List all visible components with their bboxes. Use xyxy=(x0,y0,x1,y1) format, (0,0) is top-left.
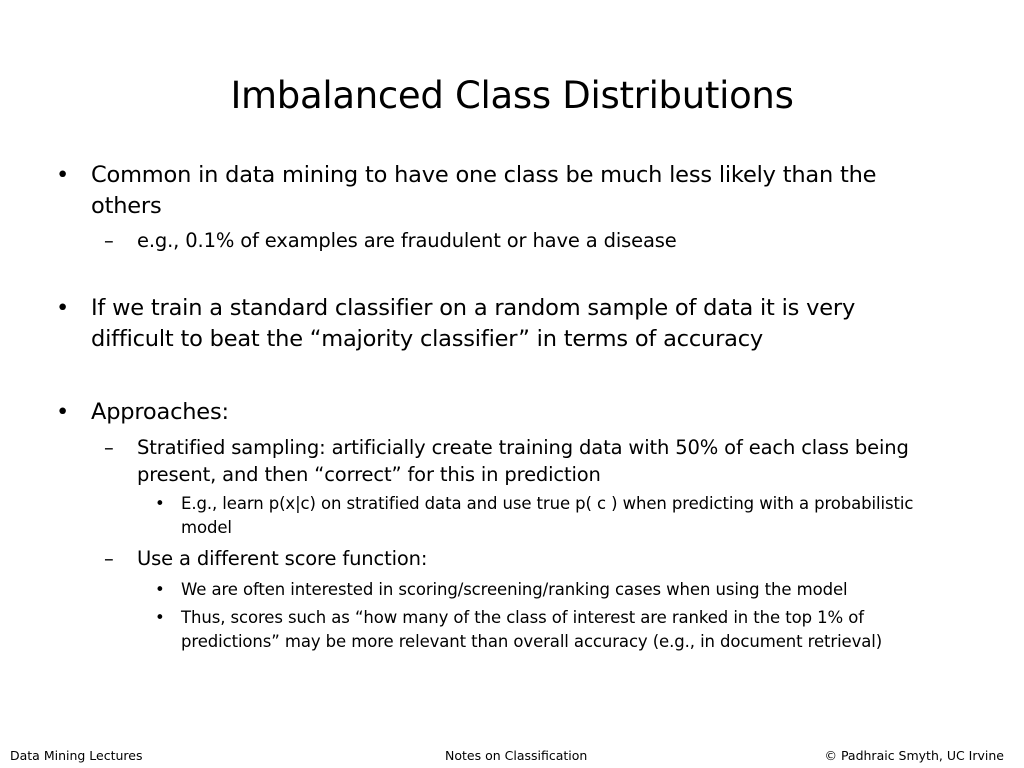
bullet-icon: • xyxy=(155,494,165,513)
bullet-text: E.g., learn p(x|c) on stratified data and use true p( c ) when predicting with a probabilistic model xyxy=(181,494,914,537)
bullet-text: Stratified sampling: artificially create training data with 50% of each class being present, and then “correct” for this in prediction xyxy=(137,436,909,486)
bullet-icon: • xyxy=(56,162,70,188)
bullet-text: Thus, scores such as “how many of the class of interest are ranked in the top 1% of predictions” may be more relevant than overall accuracy (e.g., in document retrieval) xyxy=(181,608,883,651)
bullet-level2-stratified-sampling xyxy=(104,434,957,488)
bullet-level2-different-score-function xyxy=(104,545,957,572)
footer-center-text: Notes on Classification xyxy=(445,748,588,763)
bullet-level3-scoring-screening-ranking xyxy=(155,578,951,602)
bullet-level1-common-in-data-mining xyxy=(56,160,931,222)
bullet-icon: • xyxy=(155,580,165,599)
bullet-text: Use a different score function: xyxy=(137,547,428,570)
bullet-icon: • xyxy=(56,295,70,321)
dash-icon: – xyxy=(104,436,114,459)
bullet-icon: • xyxy=(56,399,70,425)
bullet-text: Common in data mining to have one class be much less likely than the others xyxy=(91,162,877,219)
dash-icon: – xyxy=(104,229,114,252)
slide-title: Imbalanced Class Distributions xyxy=(230,74,794,117)
bullet-icon: • xyxy=(155,608,165,627)
bullet-level1-standard-classifier xyxy=(56,293,931,355)
bullet-text: If we train a standard classifier on a random sample of data it is very difficult to beat the “majority classifier” in terms of accuracy xyxy=(91,295,856,352)
bullet-text: Approaches: xyxy=(91,399,229,425)
dash-icon: – xyxy=(104,547,114,570)
bullet-level1-approaches xyxy=(56,397,931,428)
bullet-level3-learn-px-given-c xyxy=(155,492,951,540)
bullet-text: e.g., 0.1% of examples are fraudulent or have a disease xyxy=(137,229,677,252)
bullet-level2-example-fraudulent xyxy=(104,227,957,254)
footer-right-text: © Padhraic Smyth, UC Irvine xyxy=(824,748,1004,763)
bullet-text: We are often interested in scoring/screening/ranking cases when using the model xyxy=(181,580,848,599)
footer-left-text: Data Mining Lectures xyxy=(10,748,143,763)
bullet-level3-top-1-percent xyxy=(155,606,951,654)
